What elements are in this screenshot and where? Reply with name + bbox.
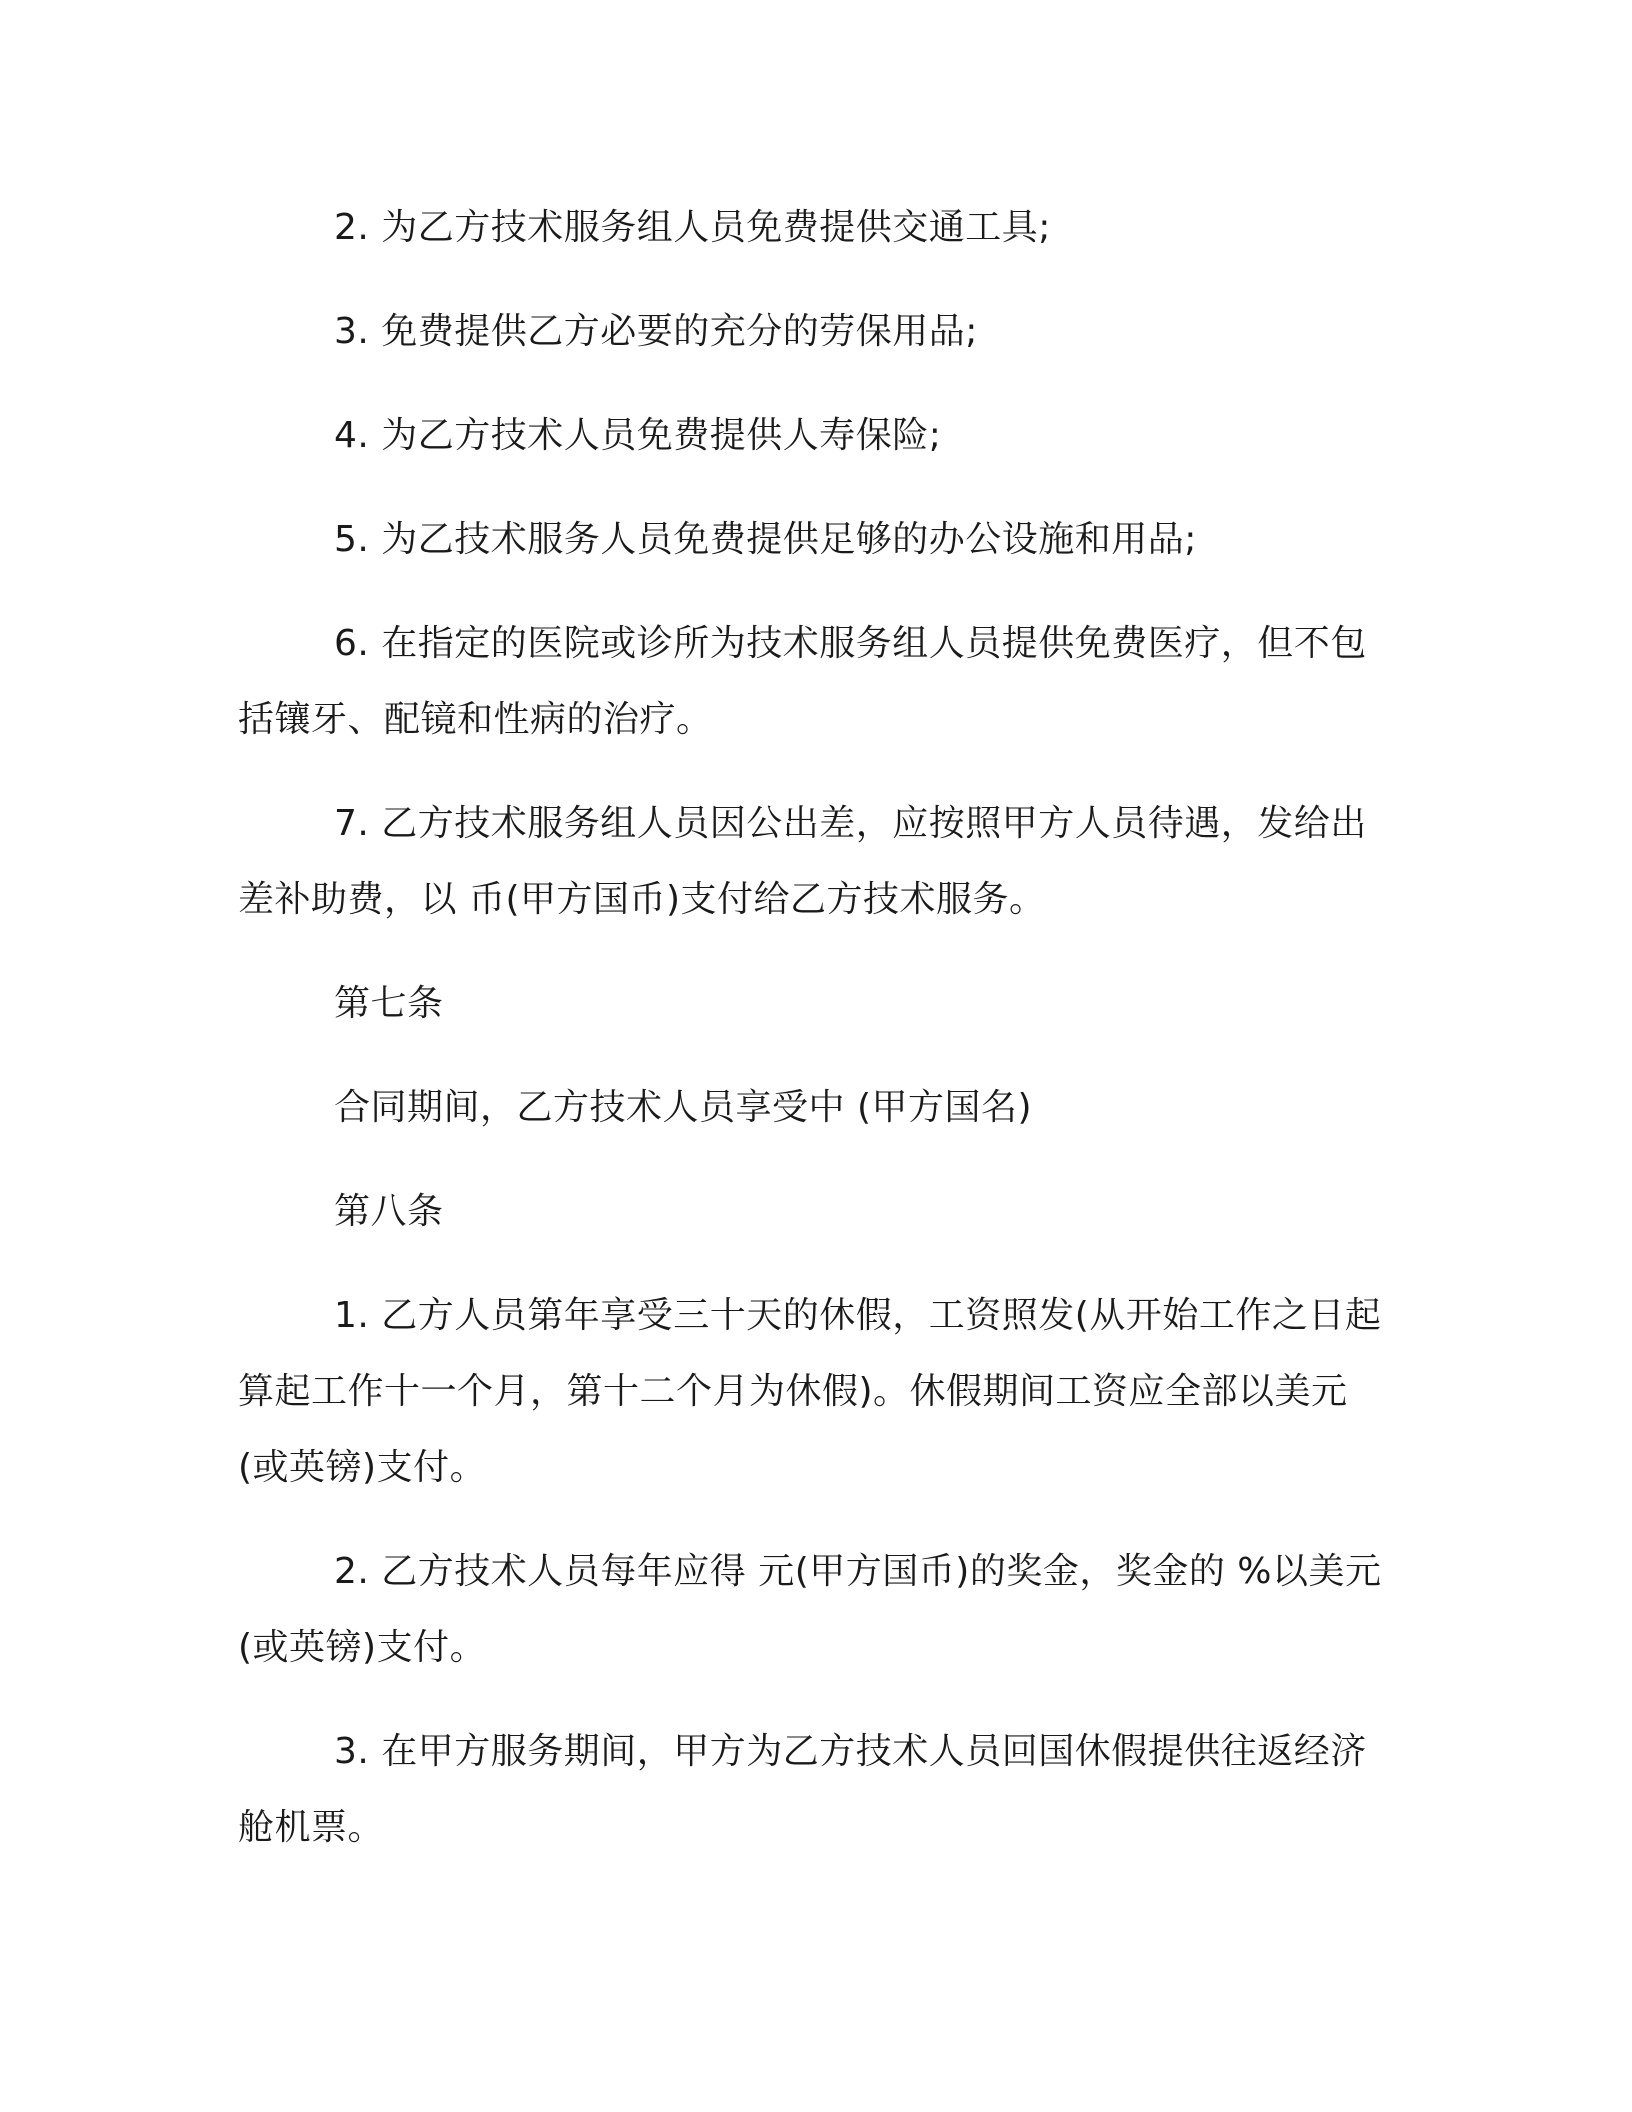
paragraph-item-7: 7. 乙方技术服务组人员因公出差，应按照甲方人员待遇，发给出差补助费，以 币(甲方国币)支付给乙方技术服务。 <box>238 803 1367 920</box>
section-heading-article-8: 第八条 <box>334 1191 444 1232</box>
article-8-item-1: 1. 乙方人员第年享受三十天的休假，工资照发(从开始工作之日起算起工作十一个月，第十二个月为休假)。休假期间工资应全部以美元(或英镑)支付。 <box>238 1295 1382 1488</box>
paragraph-item-6: 6. 在指定的医院或诊所为技术服务组人员提供免费医疗，但不包括镶牙、配镜和性病的治疗。 <box>238 623 1367 740</box>
paragraph-item-4: 4. 为乙方技术人员免费提供人寿保险; <box>334 415 942 456</box>
paragraph-item-3: 3. 免费提供乙方必要的充分的劳保用品; <box>334 311 978 352</box>
article-8-item-3: 3. 在甲方服务期间，甲方为乙方技术人员回国休假提供往返经济舱机票。 <box>238 1731 1367 1848</box>
paragraph-item-2: 2. 为乙方技术服务组人员免费提供交通工具; <box>334 207 1051 248</box>
document-body <box>238 190 1398 1866</box>
section-heading-article-7: 第七条 <box>334 983 444 1024</box>
article-7-text: 合同期间，乙方技术人员享受中 (甲方国名) <box>334 1087 1033 1128</box>
article-8-item-2: 2. 乙方技术人员每年应得 元(甲方国币)的奖金，奖金的 %以美元(或英镑)支付。 <box>238 1551 1382 1668</box>
paragraph-item-5: 5. 为乙技术服务人员免费提供足够的办公设施和用品; <box>334 519 1197 560</box>
